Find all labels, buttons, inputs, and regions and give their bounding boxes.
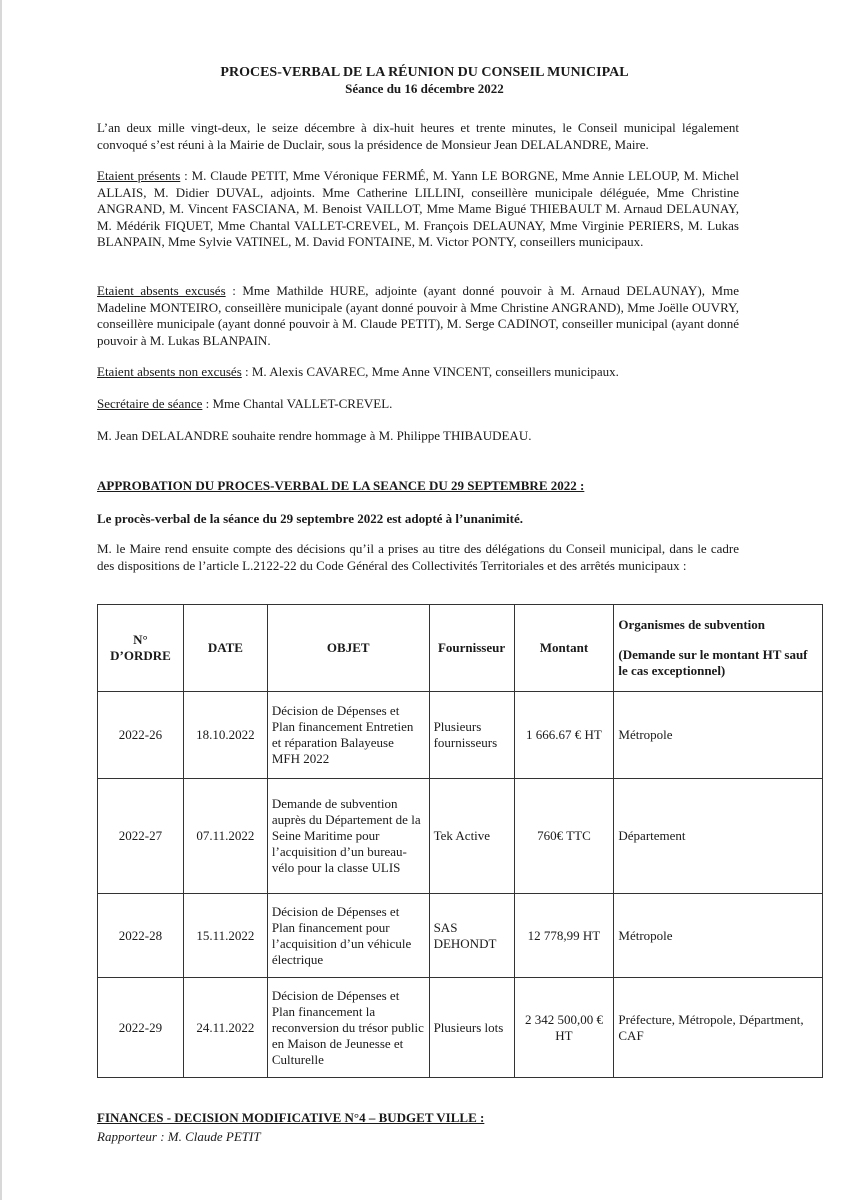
cell-montant: 1 666.67 € HT: [514, 692, 614, 779]
cell-organismes: Département: [614, 779, 823, 894]
header-organismes-note: (Demande sur le montant HT sauf le cas exceptionnel): [618, 647, 808, 678]
header-objet: OBJET: [267, 605, 429, 692]
cell-organismes: Préfecture, Métropole, Départment, CAF: [614, 978, 823, 1078]
title-block: [0, 64, 849, 97]
excuses-paragraph: [97, 283, 739, 349]
secretaire-label: Secrétaire de séance: [97, 396, 203, 411]
presents-text: : M. Claude PETIT, Mme Véronique FERMÉ, M. Yann LE BORGNE, Mme Annie LELOUP, M. Michel ALLAIS, M. Didier DUVAL, adjoints. Mme Catherine LILLINI, conseillère municipale déléguée, Mme Christine ANGRAND, M. Vincent FASCIANA, M. Benoist VAILLOT, Mme Mame Bigué THIEBAULT M. Arnaud DELAUNAY, M. Médérik FIQUET, Mme Chantal VALLET-CREVEL, M. François DELAUNAY, Mme Virginie PERIERS, M. Lukas BLANPAIN, Mme Sylvie VATINEL, M. David FONTAINE, M. Victor PONTY, conseillers municipaux.: [97, 168, 740, 249]
cell-montant: 2 342 500,00 € HT: [514, 978, 614, 1078]
document-subtitle: Séance du 16 décembre 2022: [345, 81, 504, 96]
cell-objet: Décision de Dépenses et Plan financement pour l’acquisition d’un véhicule électrique: [267, 894, 429, 978]
cell-date: 15.11.2022: [183, 894, 267, 978]
document-title: PROCES-VERBAL DE LA RÉUNION DU CONSEIL MUNICIPAL: [220, 65, 629, 80]
cell-date: 07.11.2022: [183, 779, 267, 894]
cell-date: 18.10.2022: [183, 692, 267, 779]
cell-montant: 760€ TTC: [514, 779, 614, 894]
cell-ordre: 2022-26: [98, 692, 184, 779]
table-row: [98, 978, 823, 1078]
header-spacer: [618, 633, 818, 647]
cell-montant: 12 778,99 HT: [514, 894, 614, 978]
cell-ordre: 2022-27: [98, 779, 184, 894]
header-date: DATE: [183, 605, 267, 692]
header-montant: Montant: [514, 605, 614, 692]
table-row: [98, 692, 823, 779]
secretaire-paragraph: [97, 396, 739, 413]
hommage-paragraph: M. Jean DELALANDRE souhaite rendre hommage à M. Philippe THIBAUDEAU.: [97, 428, 532, 443]
decisions-table: [97, 604, 823, 1078]
non-excuses-paragraph: [97, 364, 739, 381]
finances-heading: FINANCES - DECISION MODIFICATIVE N°4 – BUDGET VILLE :: [97, 1110, 485, 1125]
excuses-label: Etaient absents excusés: [97, 283, 226, 298]
header-fournisseur: Fournisseur: [429, 605, 514, 692]
header-ordre: N° D’ORDRE: [98, 605, 184, 692]
header-organismes-title: Organismes de subvention: [618, 617, 766, 632]
cell-ordre: 2022-29: [98, 978, 184, 1078]
scan-edge: [0, 0, 2, 1200]
rapporteur-line: Rapporteur : M. Claude PETIT: [97, 1129, 261, 1144]
cell-fournisseur: Plusieurs lots: [429, 978, 514, 1078]
excuses-text: : Mme Mathilde HURE, adjointe (ayant donné pouvoir à M. Arnaud DELAUNAY), Mme Madeline MONTEIRO, conseillère municipale (ayant donné pouvoir à Mme Christine ANGRAND), Mme Joëlle OUVRY, conseillère municipale (ayant donné pouvoir à M. Claude PETIT), M. Serge CADINOT, conseiller municipal (ayant donné pouvoir à M. Lukas BLANPAIN.: [97, 283, 739, 348]
secretaire-text: : Mme Chantal VALLET-CREVEL.: [202, 396, 393, 411]
cell-objet: Décision de Dépenses et Plan financement la reconversion du trésor public en Maison de Jeunesse et Culturelle: [267, 978, 429, 1078]
cell-objet: Demande de subvention auprès du Département de la Seine Maritime pour l’acquisition d’un bureau-vélo pour la classe ULIS: [267, 779, 429, 894]
intro-paragraph: L’an deux mille vingt-deux, le seize décembre à dix-huit heures et trente minutes, le Conseil municipal légalement convoqué s’est réuni à la Mairie de Duclair, sous la présidence de Monsieur Jean DELALANDRE, Maire.: [97, 120, 739, 152]
cell-fournisseur: SAS DEHONDT: [429, 894, 514, 978]
table-row: [98, 894, 823, 978]
cell-fournisseur: Plusieurs fournisseurs: [429, 692, 514, 779]
approbation-statement: Le procès-verbal de la séance du 29 septembre 2022 est adopté à l’unanimité.: [97, 511, 523, 526]
non-excuses-label: Etaient absents non excusés: [97, 364, 242, 379]
cell-ordre: 2022-28: [98, 894, 184, 978]
presents-paragraph: [97, 168, 739, 251]
header-organismes: [614, 605, 823, 692]
cell-fournisseur: Tek Active: [429, 779, 514, 894]
cell-organismes: Métropole: [614, 894, 823, 978]
cell-objet: Décision de Dépenses et Plan financement Entretien et réparation Balayeuse MFH 2022: [267, 692, 429, 779]
presents-label: Etaient présents: [97, 168, 181, 183]
cell-organismes: Métropole: [614, 692, 823, 779]
table-header-row: [98, 605, 823, 692]
compte-rendu-paragraph: M. le Maire rend ensuite compte des décisions qu’il a prises au titre des délégations du Conseil municipal, dans le cadre des dispositions de l’article L.2122-22 du Code Général des Collectivités Territoriales et des arrêtés municipaux :: [97, 541, 739, 573]
table-row: [98, 779, 823, 894]
approbation-heading: APPROBATION DU PROCES-VERBAL DE LA SEANCE DU 29 SEPTEMBRE 2022 :: [97, 478, 585, 493]
non-excuses-text: : M. Alexis CAVAREC, Mme Anne VINCENT, conseillers municipaux.: [241, 364, 619, 379]
cell-date: 24.11.2022: [183, 978, 267, 1078]
